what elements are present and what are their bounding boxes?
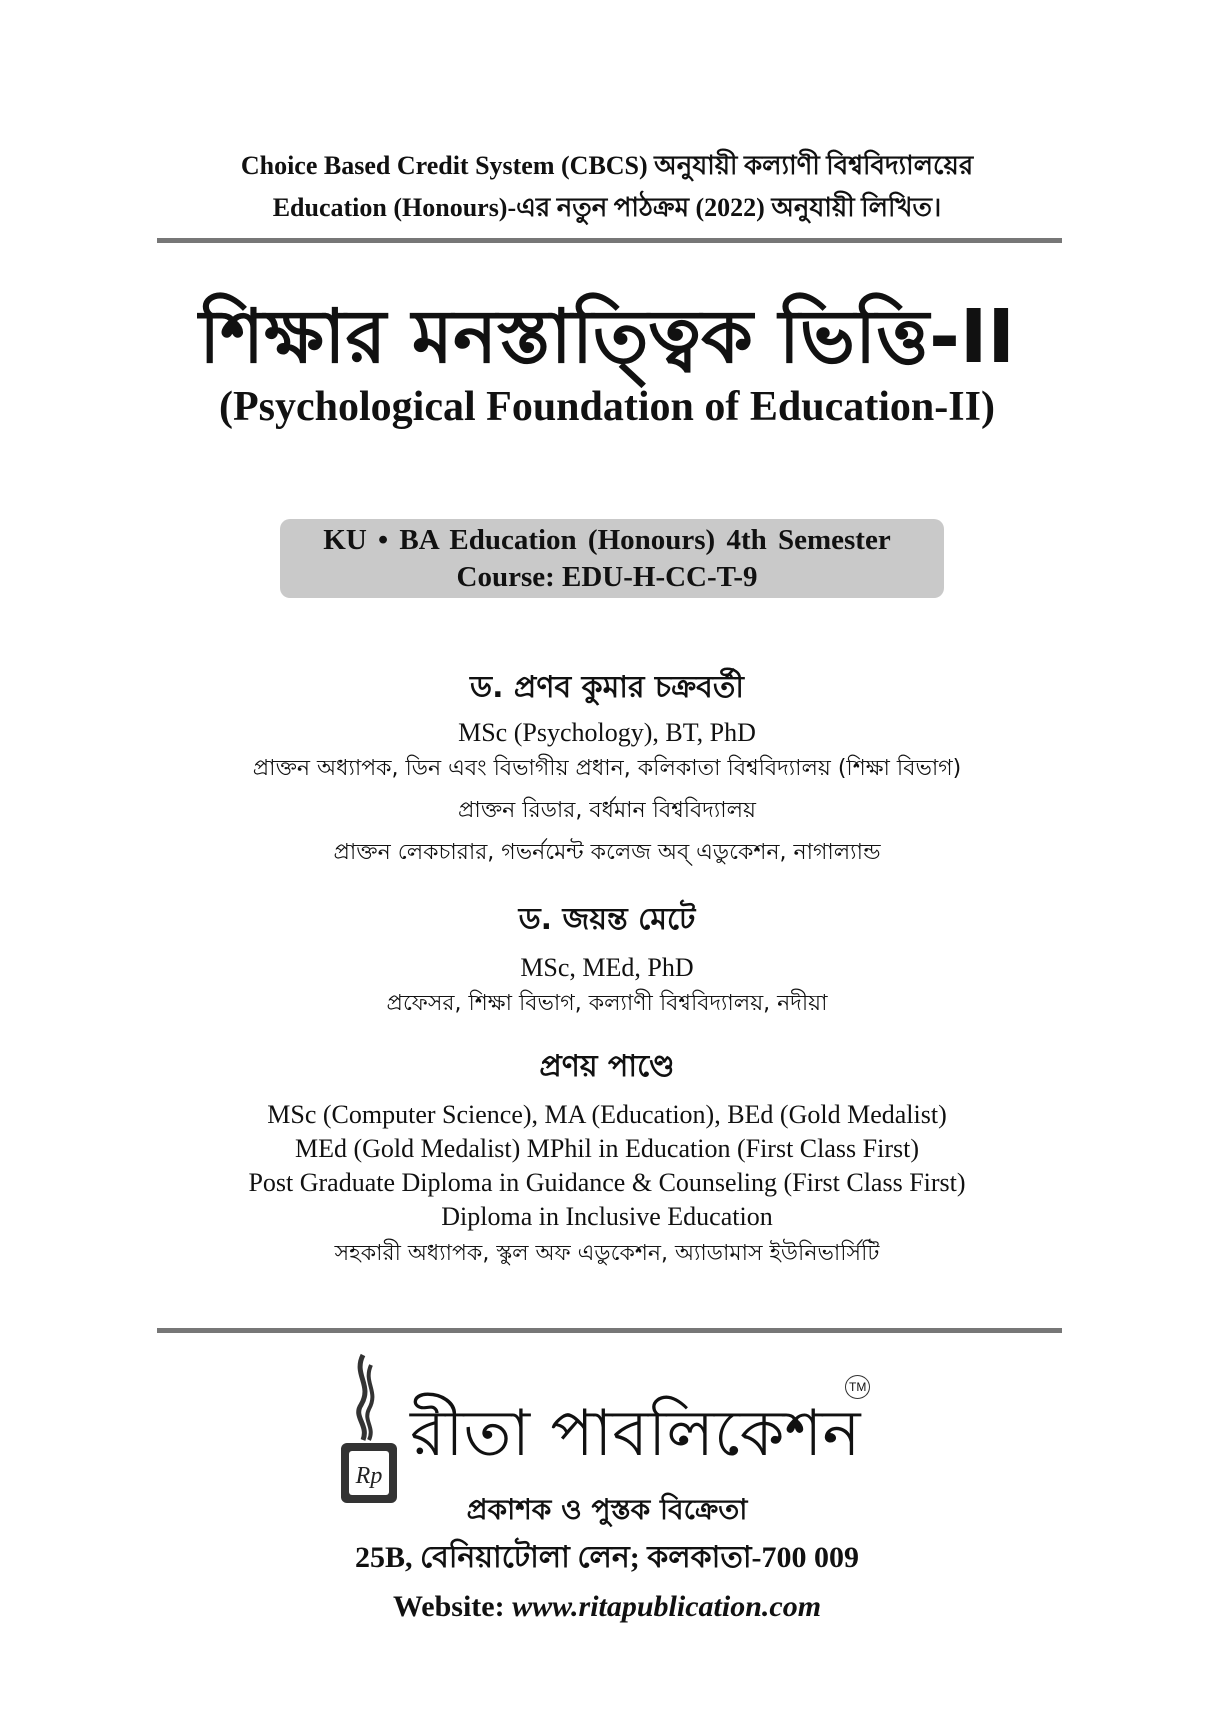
author-1-detail: প্রাক্তন লেকচারার, গভর্নমেন্ট কলেজ অব্ এডুকেশন, নাগাল্যান্ড — [333, 840, 881, 865]
logo-initials: Rp — [355, 1463, 383, 1489]
trademark-mark: TM — [845, 1375, 870, 1399]
author-1-name: ড. প্রণব কুমার চক্রবর্তী — [470, 670, 744, 705]
author-2-detail: প্রফেসর, শিক্ষা বিভাগ, কল্যাণী বিশ্ববিদ্যালয়, নদীয়া — [386, 991, 828, 1016]
publisher-tagline: প্রকাশক ও পুস্তক বিক্রেতা — [466, 1493, 748, 1526]
title-english: (Psychological Foundation of Education-II) — [219, 384, 995, 430]
publisher-address: 25B, বেনিয়াটোলা লেন; কলকাতা-700 009 — [354, 1541, 860, 1574]
author-3-detail: MEd (Gold Medalist) MPhil in Education (First Class First) — [295, 1134, 919, 1163]
header-line-1: Choice Based Credit System (CBCS) অনুযায়ী কল্যাণী বিশ্ববিদ্যালয়ের — [240, 151, 974, 180]
lamp-logo-icon — [335, 1345, 405, 1505]
author-3-detail: সহকারী অধ্যাপক, স্কুল অফ এডুকেশন, অ্যাডামাস ইউনিভার্সিটি — [334, 1241, 880, 1266]
author-1-detail: প্রাক্তন অধ্যাপক, ডিন এবং বিভাগীয় প্রধান, কলিকাতা বিশ্ববিদ্যালয় (শিক্ষা বিভাগ) — [252, 756, 962, 781]
author-1-detail: প্রাক্তন রিডার, বর্ধমান বিশ্ববিদ্যালয় — [458, 798, 756, 823]
top-divider — [157, 238, 1062, 243]
course-line-2: Course: EDU-H-CC-T-9 — [456, 561, 758, 593]
author-1-detail: MSc (Psychology), BT, PhD — [458, 718, 756, 747]
bottom-divider — [157, 1328, 1062, 1333]
author-3-name: প্রণয় পাণ্ডে — [539, 1049, 675, 1084]
author-3-detail: Post Graduate Diploma in Guidance & Counseling (First Class First) — [248, 1168, 966, 1197]
publisher-name: রীতা পাবলিকেশন — [410, 1397, 861, 1471]
author-3-detail: MSc (Computer Science), MA (Education), BEd (Gold Medalist) — [267, 1100, 947, 1129]
title-bengali: শিক্ষার মনস্তাত্ত্বিক ভিত্তি-II — [199, 294, 1015, 380]
publisher-website-line — [0, 1592, 1214, 1622]
publisher-logo — [335, 1345, 875, 1505]
author-3-detail: Diploma in Inclusive Education — [441, 1202, 773, 1231]
header-line-2: Education (Honours)-এর নতুন পাঠক্রম (2022) অনুযায়ী লিখিত। — [272, 193, 942, 222]
author-2-detail: MSc, MEd, PhD — [520, 953, 694, 982]
author-2-name: ড. জয়ন্ত মেটে — [518, 902, 696, 937]
website-label: Website: — [392, 1590, 505, 1623]
website-link[interactable]: www.ritapublication.com — [512, 1590, 822, 1623]
course-line-1: KU • BA Education (Honours) 4th Semester — [323, 524, 891, 556]
